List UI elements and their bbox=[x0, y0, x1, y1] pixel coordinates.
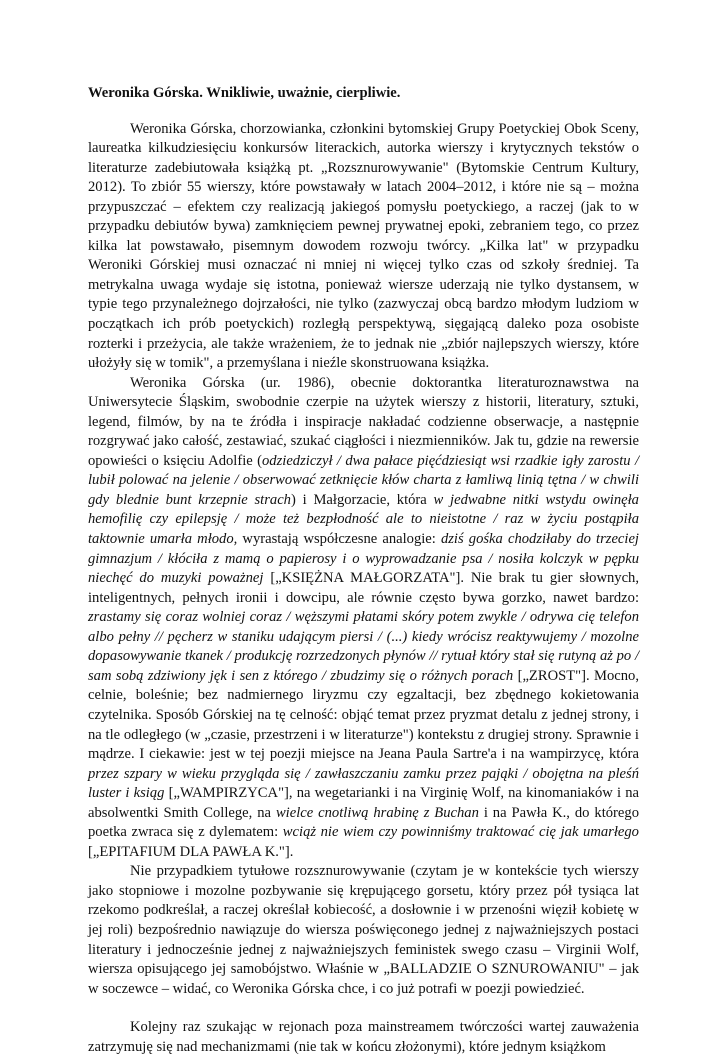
italic-quote: dziś gośka chodziłaby do trzeciej gimnazjum / kłóciła z mamą o papierosy i o wyprowadzanie psa / nosiła kolczyk w pępku niechęć do muzyki poważnej bbox=[88, 531, 639, 587]
document-title: Weronika Górska. Wnikliwie, uważnie, cierpliwie. bbox=[88, 85, 401, 101]
italic-quote: wciąż nie wiem czy powinniśmy traktować cię jak umarłego bbox=[282, 824, 639, 841]
document-page bbox=[88, 84, 639, 1057]
text-run: i na Pawła K., do którego poetka zwraca się z dylematem: bbox=[88, 804, 639, 841]
text-run: Nie przypadkiem tytułowe rozsznurowywanie (czytam je w kontekście tych wierszy jako stopniowe i mozolne pozbywanie się krępującego gorsetu, który przez pół tysiąca lat rzekomo podkreślał, a raczej określał kobiecość, a dosłownie i w przenośni więził kobietę w jej roli) bezpośrednio nawiązuje do wiersza poświęconego jednej z najważniejszych postaci literatury i jednocześnie jednej z najważniejszych feministek swego czasu – Virginii Wolf, wiersza opisującego jej samobójstwo. Właśnie w „BALLADZIE O SZNUROWANIU" – jak w soczewce – widać, co Weronika Górska chce, i co już potrafi w poezji powiedzieć. bbox=[88, 863, 639, 997]
italic-quote: odziedziczył / dwa pałace pięćdziesiąt wsi rzadkie igły zarostu / lubił polować na jelenie / obserwować zetknięcie kłów charta z łamliwą linią tętna / w chwili gdy blednie bunt krzepnie strach bbox=[88, 452, 639, 508]
paragraph-3 bbox=[88, 862, 639, 999]
paragraph-2 bbox=[88, 374, 639, 863]
italic-quote: w jedwabne nitki wstydu owinęła hemofilię czy epilepsję / może też bezpłodność ale to nieistotne / raz w życiu postąpiła taktownie umarła młodo, bbox=[88, 491, 639, 548]
text-run: Weronika Górska (ur. 1986), obecnie doktorantka literaturoznawstwa na Uniwersytecie Śląskim, swobodnie czerpie na użytek wierszy z historii, literatury, sztuki, legend, filmów, by na te źródła i inspiracje nakładać codzienne obserwacje, a następnie rozgrywać jako całość, zestawiać, szukać ciągłości i niezmienników. Jak tu, gdzie na rewersie opowieści o księciu Adolfie ( bbox=[88, 374, 639, 469]
italic-quote: przez szpary w wieku przygląda się / zawłaszczaniu zamku przez pająki / obojętna na pleśń luster i ksiąg bbox=[88, 765, 639, 802]
text-run: [„KSIĘŻNA MAŁGORZATA"]. Nie brak tu gier słownych, inteligentnych, pełnych ironii i dowcipu, ale równie często bywa gorzko, nawet bardzo: bbox=[88, 570, 639, 606]
text-run: Weronika Górska, chorzowianka, członkini bytomskiej Grupy Poetyckiej Obok Sceny, laureatka kilkudziesięciu konkursów literackich, autorka wierszy i krytycznych tekstów o literaturze zadebiutowała książką pt. „Rozsznurowywanie" (Bytomskie Centrum Kultury, 2012). To zbiór 55 wierszy, które powstawały w latach 2004–2012, i które nie są – można przypuszczać – efektem czy realizacją jakiegoś pomysłu poetyckiego, a raczej (jak to w przypadku debiutów bywa) zamknięciem pewnej prywatnej epoki, zebraniem tego, co przez kilka lat powstawało, pisemnym dowodem rozwoju twórcy. „Kilka lat" w przypadku Weroniki Górskiej musi oznaczać ni mniej ni więcej tylko czas od szkoły średniej. Ta metrykalna uwaga wydaje się istotna, ponieważ wiersze uderzają nie tylko dystansem, w typie tego przynależnego dojrzałości, nie tylko (zazwyczaj obcą bardzo młodym ludziom w początkach ich prób poetyckich) rozległą perspektywą, sięgającą daleko poza osobiste rozterki i przeżycia, ale także wrażeniem, że to jednak nie „zbiór najlepszych wierszy, które ułożyły się w tomik", a przemyślana i nieźle skonstruowana książka. bbox=[88, 120, 639, 372]
text-run: Kolejny raz szukając w rejonach poza mainstreamem twórczości wartej zauważenia zatrzymuję się nad mechanizmami (nie tak w końcu złożonymi), które jednym książkom bbox=[88, 1019, 639, 1055]
text-run: ) i Małgorzacie, która bbox=[290, 491, 434, 508]
text-run: [„WAMPIRZYCA"], na wegetarianki i na Virginię Wolf, na kinomaniaków i na absolwentki Smith College, na bbox=[88, 785, 639, 821]
text-run: [„EPITAFIUM DLA PAWŁA K."]. bbox=[88, 843, 294, 860]
paragraph-1 bbox=[88, 120, 639, 374]
paragraph-gap bbox=[88, 999, 639, 1018]
text-run: wyrastają współczesne analogie: bbox=[237, 531, 441, 548]
italic-quote: wielce cnotliwą hrabinę z Buchan bbox=[275, 804, 479, 821]
italic-quote: zrastamy się coraz wolniej coraz / węższymi płatami skóry potem zwykle / odrywa cię telefon albo pełny // pęcherz w staniku udającym piersi / (...) kiedy wrócisz reaktywujemy / mozolne dopasowywanie tkanek / produkcję rozrzedzonych płynów // rytuał który stał się rutyną aż po / sam sobą zdziwiony jęk i sen z którego / zbudzimy się o różnych porach bbox=[88, 609, 639, 684]
text-run: [„ZROST"]. Mocno, celnie, boleśnie; bez nadmiernego liryzmu czy egzaltacji, bez zbędnego kokietowania czytelnika. Sposób Górskiej na tę celność: objąć temat przez pryzmat detalu z jednej strony, i na tle odległego (w „czasie, przestrzeni i w literaturze") kontekstu z drugiej strony. Sprawnie i mądrze. I ciekawie: jest w tej poezji miejsce na Jeana Paula Sartre'a i na wampirzycę, która bbox=[88, 667, 639, 763]
